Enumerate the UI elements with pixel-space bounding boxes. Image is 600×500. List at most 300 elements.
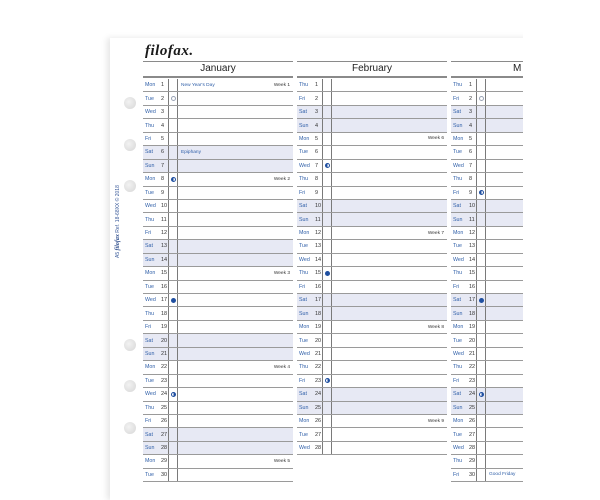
day-label — [451, 227, 476, 239]
weekday-name: Sun — [299, 216, 309, 223]
moon-phase-cell — [168, 79, 178, 91]
moon-phase-cell — [322, 133, 332, 145]
day-number: 10 — [469, 203, 476, 210]
day-number: 26 — [161, 418, 168, 425]
day-row[interactable] — [143, 388, 293, 401]
notes-area[interactable] — [178, 402, 293, 414]
day-row[interactable] — [297, 428, 447, 441]
day-row[interactable] — [143, 321, 293, 334]
day-row[interactable] — [297, 402, 447, 415]
weekday-name: Mon — [299, 230, 310, 237]
weekday-name: Sun — [145, 162, 155, 169]
weekday-name: Thu — [299, 176, 309, 183]
notes-area[interactable] — [178, 160, 293, 172]
day-row[interactable] — [297, 388, 447, 401]
moon-phase-cell — [168, 267, 178, 279]
day-number: 2 — [469, 95, 473, 102]
day-number: 26 — [315, 418, 322, 425]
moon-phase-cell — [168, 119, 178, 131]
day-label — [297, 92, 322, 104]
filofax-logo: filofax. — [145, 43, 194, 59]
day-number: 25 — [161, 404, 168, 411]
notes-area[interactable] — [178, 119, 293, 131]
day-label — [451, 348, 476, 360]
day-label — [143, 267, 168, 279]
day-label — [143, 321, 168, 333]
moon-phase-cell — [476, 307, 486, 319]
day-label — [143, 79, 168, 91]
brand-mark: filofax — [115, 234, 121, 251]
day-label — [451, 321, 476, 333]
notes-area[interactable] — [178, 227, 293, 239]
moon-last-icon — [171, 177, 176, 182]
moon-phase-cell — [168, 187, 178, 199]
moon-phase-cell — [168, 469, 178, 481]
day-row[interactable] — [297, 240, 447, 253]
moon-phase-cell — [322, 187, 332, 199]
week-number: Week 8 — [427, 324, 444, 330]
day-row[interactable] — [143, 227, 293, 240]
weekday-name: Fri — [453, 377, 460, 384]
day-row[interactable] — [143, 106, 293, 119]
moon-phase-cell — [322, 388, 332, 400]
day-label — [297, 388, 322, 400]
day-number: 20 — [161, 337, 168, 344]
day-row[interactable] — [143, 442, 293, 455]
moon-phase-cell — [168, 200, 178, 212]
notes-area[interactable] — [178, 254, 293, 266]
moon-phase-cell — [476, 415, 486, 427]
day-number: 3 — [469, 109, 473, 116]
notes-area[interactable] — [178, 334, 293, 346]
notes-area[interactable] — [178, 92, 293, 104]
notes-area[interactable] — [332, 402, 447, 414]
notes-area[interactable] — [178, 187, 293, 199]
notes-area[interactable] — [178, 267, 293, 279]
day-number: 19 — [315, 324, 322, 331]
day-row[interactable] — [143, 146, 293, 159]
day-row[interactable] — [143, 415, 293, 428]
moon-phase-cell — [476, 375, 486, 387]
weekday-name: Fri — [299, 95, 306, 102]
moon-phase-cell — [322, 173, 332, 185]
weekday-name: Tue — [453, 149, 462, 156]
punch-hole — [124, 139, 136, 151]
day-label — [451, 307, 476, 319]
day-number: 16 — [315, 283, 322, 290]
notes-area[interactable] — [178, 200, 293, 212]
day-label — [297, 442, 322, 454]
day-row[interactable] — [143, 200, 293, 213]
moon-phase-cell — [476, 469, 486, 481]
weekday-name: Sun — [145, 256, 155, 263]
day-row[interactable] — [143, 294, 293, 307]
moon-phase-cell — [168, 254, 178, 266]
day-number: 16 — [469, 283, 476, 290]
day-number: 20 — [315, 337, 322, 344]
weekday-name: Tue — [299, 243, 308, 250]
weekday-name: Sun — [145, 445, 155, 452]
day-row[interactable] — [297, 200, 447, 213]
day-label — [143, 469, 168, 481]
day-row[interactable] — [297, 415, 447, 428]
month-title: January — [143, 61, 293, 78]
weekday-name: Fri — [145, 418, 152, 425]
notes-area[interactable] — [332, 321, 447, 333]
day-row[interactable] — [297, 348, 447, 361]
notes-area[interactable] — [332, 92, 447, 104]
moon-full-icon — [325, 271, 330, 276]
notes-area[interactable] — [332, 173, 447, 185]
weekday-name: Thu — [145, 404, 155, 411]
notes-area[interactable] — [332, 79, 447, 91]
day-label — [143, 200, 168, 212]
weekday-name: Mon — [299, 418, 310, 425]
day-row[interactable] — [297, 173, 447, 186]
holiday-label: Good Friday — [489, 472, 516, 478]
day-row[interactable] — [297, 442, 447, 455]
notes-area[interactable] — [332, 334, 447, 346]
page-size: A5 — [115, 251, 121, 258]
day-row[interactable] — [143, 240, 293, 253]
day-number: 27 — [315, 431, 322, 438]
day-number: 15 — [469, 270, 476, 277]
notes-area[interactable] — [332, 160, 447, 172]
notes-area[interactable] — [178, 428, 293, 440]
moon-phase-cell — [476, 187, 486, 199]
day-list — [297, 79, 447, 455]
day-label — [451, 106, 476, 118]
week-number: Week 5 — [273, 458, 290, 464]
day-number: 11 — [469, 216, 475, 223]
day-row[interactable] — [143, 469, 293, 482]
day-label — [297, 227, 322, 239]
moon-phase-cell — [476, 334, 486, 346]
day-row[interactable] — [297, 187, 447, 200]
notes-area[interactable] — [332, 388, 447, 400]
notes-area[interactable] — [332, 361, 447, 373]
week-number: Week 1 — [273, 82, 290, 88]
notes-area[interactable] — [178, 294, 293, 306]
day-row[interactable] — [297, 361, 447, 374]
weekday-name: Wed — [299, 350, 310, 357]
day-row[interactable] — [143, 79, 293, 92]
holiday-label: Epiphany — [181, 149, 202, 155]
weekday-name: Mon — [145, 82, 156, 89]
weekday-name: Sat — [299, 391, 307, 398]
day-row[interactable] — [143, 173, 293, 186]
day-row[interactable] — [143, 281, 293, 294]
day-label — [143, 294, 168, 306]
day-label — [143, 133, 168, 145]
moon-phase-cell — [476, 119, 486, 131]
notes-area[interactable] — [332, 281, 447, 293]
notes-area[interactable] — [178, 415, 293, 427]
day-label — [297, 173, 322, 185]
day-row[interactable] — [143, 428, 293, 441]
day-label — [451, 361, 476, 373]
notes-area[interactable] — [332, 267, 447, 279]
day-row[interactable] — [297, 79, 447, 92]
moon-phase-cell — [322, 348, 332, 360]
day-label — [143, 240, 168, 252]
moon-phase-cell — [322, 160, 332, 172]
notes-area[interactable] — [178, 281, 293, 293]
day-row[interactable] — [297, 281, 447, 294]
day-label — [143, 375, 168, 387]
notes-area[interactable] — [332, 240, 447, 252]
moon-phase-cell — [476, 79, 486, 91]
weekday-name: Wed — [453, 162, 464, 169]
moon-phase-cell — [168, 442, 178, 454]
weekday-name: Mon — [299, 324, 310, 331]
notes-area[interactable] — [178, 321, 293, 333]
day-row[interactable] — [143, 92, 293, 105]
day-label — [451, 146, 476, 158]
day-row[interactable] — [297, 254, 447, 267]
day-label — [297, 334, 322, 346]
day-label — [451, 187, 476, 199]
day-label — [143, 213, 168, 225]
day-row[interactable] — [297, 375, 447, 388]
day-number: 21 — [469, 350, 476, 357]
notes-area[interactable] — [332, 213, 447, 225]
notes-area[interactable] — [332, 415, 447, 427]
page-reference — [115, 185, 121, 258]
notes-area[interactable] — [178, 173, 293, 185]
day-label — [297, 281, 322, 293]
day-row[interactable] — [297, 146, 447, 159]
day-label — [451, 254, 476, 266]
day-number: 24 — [161, 391, 168, 398]
day-row[interactable] — [297, 119, 447, 132]
day-number: 22 — [161, 364, 168, 371]
notes-area[interactable] — [332, 307, 447, 319]
day-label — [297, 348, 322, 360]
notes-area[interactable] — [178, 388, 293, 400]
day-number: 11 — [315, 216, 321, 223]
day-row[interactable] — [297, 267, 447, 280]
day-row[interactable] — [143, 348, 293, 361]
day-number: 28 — [161, 445, 168, 452]
day-number: 13 — [161, 243, 168, 250]
day-label — [297, 119, 322, 131]
notes-area[interactable] — [178, 307, 293, 319]
day-number: 17 — [315, 297, 322, 304]
day-row[interactable] — [297, 307, 447, 320]
notes-area[interactable] — [178, 361, 293, 373]
day-row[interactable] — [297, 213, 447, 226]
day-row[interactable] — [297, 334, 447, 347]
moon-phase-cell — [322, 267, 332, 279]
notes-area[interactable] — [332, 428, 447, 440]
day-number: 23 — [315, 377, 322, 384]
day-row[interactable] — [297, 321, 447, 334]
moon-phase-cell — [476, 227, 486, 239]
day-label — [297, 200, 322, 212]
day-number: 18 — [315, 310, 322, 317]
day-row[interactable] — [143, 187, 293, 200]
weekday-name: Thu — [453, 176, 463, 183]
week-number: Week 4 — [273, 364, 290, 370]
moon-full-icon — [479, 298, 484, 303]
notes-area[interactable] — [332, 227, 447, 239]
notes-area[interactable] — [332, 200, 447, 212]
weekday-name: Sat — [299, 109, 307, 116]
month-title-text: M — [513, 63, 522, 74]
weekday-name: Tue — [299, 149, 308, 156]
day-row[interactable] — [143, 307, 293, 320]
notes-area[interactable] — [178, 133, 293, 145]
moon-new-icon — [171, 96, 176, 101]
day-row[interactable] — [297, 106, 447, 119]
day-label — [297, 133, 322, 145]
weekday-name: Mon — [453, 324, 464, 331]
notes-area[interactable] — [332, 187, 447, 199]
day-label — [143, 388, 168, 400]
day-row[interactable] — [143, 455, 293, 468]
weekday-name: Sat — [453, 391, 461, 398]
day-row[interactable] — [143, 402, 293, 415]
week-number: Week 2 — [273, 176, 290, 182]
weekday-name: Tue — [145, 377, 154, 384]
month-column-january — [143, 61, 293, 482]
day-label — [297, 213, 322, 225]
weekday-name: Sat — [145, 243, 153, 250]
notes-area[interactable] — [178, 213, 293, 225]
weekday-name: Tue — [453, 337, 462, 344]
weekday-name: Mon — [145, 176, 156, 183]
day-label — [143, 402, 168, 414]
day-label — [297, 79, 322, 91]
moon-phase-cell — [476, 442, 486, 454]
weekday-name: Wed — [453, 256, 464, 263]
notes-area[interactable] — [178, 442, 293, 454]
day-number: 9 — [469, 189, 473, 196]
day-number: 24 — [315, 391, 322, 398]
day-number: 4 — [469, 122, 473, 129]
day-label — [143, 428, 168, 440]
notes-area[interactable] — [178, 79, 293, 91]
weekday-name: Sat — [453, 109, 461, 116]
notes-area[interactable] — [178, 455, 293, 467]
notes-area[interactable] — [178, 348, 293, 360]
day-row[interactable] — [143, 133, 293, 146]
day-label — [143, 160, 168, 172]
day-row[interactable] — [143, 375, 293, 388]
day-number: 4 — [161, 122, 165, 129]
weekday-name: Wed — [145, 203, 156, 210]
weekday-name: Thu — [145, 216, 155, 223]
day-number: 3 — [161, 109, 165, 116]
notes-area[interactable] — [332, 254, 447, 266]
notes-area[interactable] — [178, 240, 293, 252]
moon-phase-cell — [168, 106, 178, 118]
moon-phase-cell — [322, 119, 332, 131]
weekday-name: Sun — [145, 350, 155, 357]
day-label — [143, 173, 168, 185]
weekday-name: Tue — [453, 431, 462, 438]
day-row[interactable] — [297, 92, 447, 105]
notes-area[interactable] — [332, 294, 447, 306]
notes-area[interactable] — [332, 119, 447, 131]
day-row[interactable] — [297, 160, 447, 173]
day-number: 22 — [315, 364, 322, 371]
moon-phase-cell — [476, 106, 486, 118]
notes-area[interactable] — [332, 146, 447, 158]
notes-area[interactable] — [332, 348, 447, 360]
day-label — [143, 455, 168, 467]
day-number: 19 — [161, 324, 168, 331]
day-row[interactable] — [143, 254, 293, 267]
moon-phase-cell — [476, 428, 486, 440]
day-label — [451, 240, 476, 252]
weekday-name: Tue — [145, 95, 154, 102]
day-row[interactable] — [297, 133, 447, 146]
moon-phase-cell — [476, 267, 486, 279]
notes-area[interactable] — [178, 146, 293, 158]
day-label — [297, 254, 322, 266]
day-label — [451, 79, 476, 91]
moon-phase-cell — [476, 133, 486, 145]
day-label — [451, 388, 476, 400]
notes-area[interactable] — [178, 375, 293, 387]
weekday-name: Fri — [299, 377, 306, 384]
day-number: 2 — [315, 95, 319, 102]
weekday-name: Mon — [453, 135, 464, 142]
day-label — [451, 455, 476, 467]
day-number: 15 — [315, 270, 322, 277]
day-label — [451, 402, 476, 414]
day-row[interactable] — [297, 294, 447, 307]
notes-area[interactable] — [332, 133, 447, 145]
day-number: 25 — [469, 404, 476, 411]
moon-phase-cell — [322, 334, 332, 346]
weekday-name: Thu — [453, 270, 463, 277]
day-number: 8 — [161, 176, 165, 183]
moon-phase-cell — [168, 294, 178, 306]
moon-phase-cell — [476, 254, 486, 266]
day-label — [451, 281, 476, 293]
day-row[interactable] — [143, 119, 293, 132]
moon-phase-cell — [322, 321, 332, 333]
day-label — [143, 146, 168, 158]
moon-phase-cell — [168, 402, 178, 414]
day-row[interactable] — [297, 227, 447, 240]
day-number: 7 — [161, 162, 165, 169]
notes-area[interactable] — [178, 106, 293, 118]
week-number: Week 3 — [273, 270, 290, 276]
notes-area[interactable] — [332, 106, 447, 118]
moon-phase-cell — [168, 334, 178, 346]
week-number: Week 6 — [427, 136, 444, 142]
notes-area[interactable] — [332, 375, 447, 387]
week-number: Week 7 — [427, 230, 444, 236]
day-number: 3 — [315, 109, 319, 116]
notes-area[interactable] — [178, 469, 293, 481]
weekday-name: Fri — [145, 230, 152, 237]
day-row[interactable] — [143, 160, 293, 173]
day-row[interactable] — [143, 361, 293, 374]
day-row[interactable] — [143, 213, 293, 226]
weekday-name: Wed — [453, 445, 464, 452]
day-row[interactable] — [143, 334, 293, 347]
day-row[interactable] — [143, 267, 293, 280]
weekday-name: Thu — [145, 122, 155, 129]
weekday-name: Thu — [453, 458, 463, 465]
punch-hole — [124, 97, 136, 109]
notes-area[interactable] — [332, 442, 447, 454]
